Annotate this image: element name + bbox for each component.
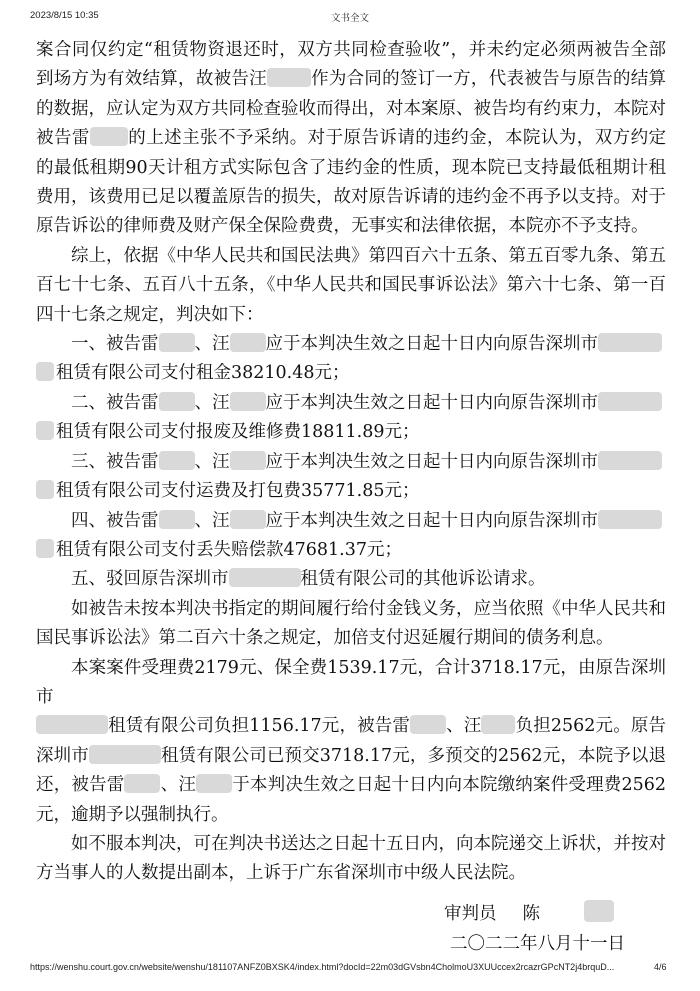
paragraph-costs: 本案案件受理费2179元、保全费1539.17元，合计3718.17元，由原告深圳市 租赁有限公司负担1156.17元，被告雷 、汪 负担2562元。原告深圳市 租赁有限公司已预交3718.17元，多预交的2562元，本院予以退还，被告雷 、汪 于本判决生效之日起十日内向本院缴纳案件受理费2562元，逾期予以强制执行。: [36, 657, 667, 825]
redacted-company: [598, 392, 662, 411]
judge-role: 审判员: [444, 904, 497, 924]
redacted-name: [159, 510, 195, 529]
redacted-company: [229, 568, 301, 587]
redacted-name: [124, 774, 160, 793]
redacted-name: [230, 392, 266, 411]
judgment-item-5: 五、驳回原告深圳市 租赁有限公司的其他诉讼请求。: [71, 569, 546, 590]
redacted-name: [584, 900, 614, 922]
judgment-item-1: 一、被告雷 、汪 应于本判决生效之日起十日内向原告深圳市 租赁有限公司支付租金38210.48元；: [36, 330, 666, 389]
page-title: 文书全文: [330, 13, 369, 24]
redacted-name: [196, 774, 232, 793]
judge-name: 陈: [522, 904, 540, 924]
source-url: https://wenshu.court.gov.cn/website/wenshu/181107ANFZ0BXSK4/index.html?docId=22m03dGVsbn4CholmoU3XUUccex2rcazrGPcNT2j4brquD...: [30, 962, 615, 972]
redacted-company: [598, 451, 662, 470]
judgment-date: 二〇二二年八月十一日: [450, 934, 625, 954]
redacted-name: [159, 333, 195, 352]
redacted-company: [36, 539, 54, 558]
redacted-name: [230, 510, 266, 529]
redacted-company: [36, 421, 54, 440]
redacted-name: [410, 715, 446, 734]
redacted-company: [36, 715, 108, 734]
redacted-company: [598, 510, 662, 529]
paragraph-legal-basis: 综上，依据《中华人民共和国民法典》第四百六十五条、第五百零九条、第五百七十七条、五百八十五条，《中华人民共和国民事诉讼法》第六十七条、第一百四十七条之规定，判决如下：: [36, 245, 666, 325]
paragraph-interest: 如被告未按本判决书指定的期间履行给付金钱义务，应当依照《中华人民共和国民事诉讼法》第二百六十条之规定，加倍支付迟延履行期间的债务利息。: [36, 598, 666, 649]
redacted-company: [36, 362, 54, 381]
judge-signature: [444, 900, 614, 925]
redacted-name: [159, 451, 195, 470]
redacted-company: [89, 745, 161, 764]
redacted-name: [230, 333, 266, 352]
redacted-name: [481, 715, 515, 734]
redacted-name: [159, 392, 195, 411]
judgment-item-2: 二、被告雷 、汪 应于本判决生效之日起十日内向原告深圳市 租赁有限公司支付报废及维修费18811.89元；: [36, 389, 666, 448]
judgment-item-3: 三、被告雷 、汪 应于本判决生效之日起十日内向原告深圳市 租赁有限公司支付运费及打包费35771.85元；: [36, 448, 666, 507]
redacted-name: [230, 451, 266, 470]
page-number: 4/6: [654, 962, 667, 972]
document-body: [36, 36, 666, 889]
paragraph-reasoning: 案合同仅约定“租赁物资退还时，双方共同检查验收”，并未约定必须两被告全部到场方为有效结算，故被告汪 作为合同的签订一方，代表被告与原告的结算的数据，应认定为双方共同检查验收而得出，对本案原、被告均有约束力，本院对被告雷 的上述主张不予采纳。对于原告诉请的违约金，本院认为，双方约定的最低租期90天计租方式实际包含了违约金的性质，现本院已支持最低租期计租费用，该费用已足以覆盖原告的损失，故对原告诉请的违约金不再予以支持。对于原告诉讼的律师费及财产保全保险费费，无事实和法律依据，本院亦不予支持。: [36, 40, 667, 237]
judgment-item-4: 四、被告雷 、汪 应于本判决生效之日起十日内向原告深圳市 租赁有限公司支付丢失赔偿款47681.37元；: [36, 507, 666, 566]
redacted-name: [267, 68, 311, 87]
paragraph-appeal: 如不服本判决，可在判决书送达之日起十五日内，向本院递交上诉状，并按对方当事人的人数提出副本，上诉于广东省深圳市中级人民法院。: [36, 833, 666, 884]
redacted-name: [90, 127, 128, 146]
redacted-company: [36, 480, 54, 499]
redacted-company: [598, 333, 662, 352]
print-datetime: 2023/8/15 10:35: [30, 10, 99, 21]
